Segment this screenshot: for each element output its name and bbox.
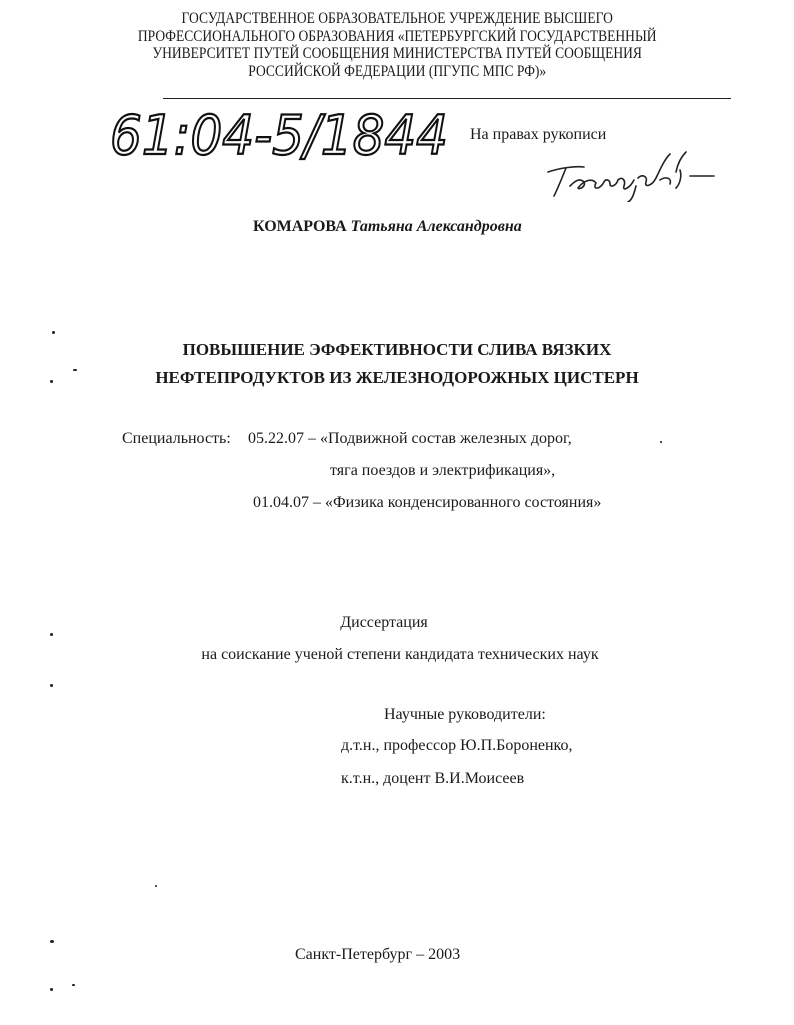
- institution-header: [0, 10, 794, 80]
- author-name: [253, 218, 522, 236]
- specialty-line-2: тяга поездов и электрификация»,: [330, 462, 556, 479]
- archive-number-text: 61:04-5/1844: [110, 104, 448, 166]
- handwritten-signature: [540, 150, 720, 202]
- specialty-line-1: 05.22.07 – «Подвижной состав железных дорог,: [248, 430, 572, 447]
- scan-speck: [50, 940, 54, 943]
- scan-speck: [155, 885, 157, 887]
- institution-line: ГОСУДАРСТВЕННОЕ ОБРАЗОВАТЕЛЬНОЕ УЧРЕЖДЕНИЕ ВЫСШЕГО: [181, 10, 613, 27]
- thesis-title: [0, 336, 794, 392]
- scan-speck: [52, 331, 55, 334]
- scan-speck: [50, 988, 53, 991]
- city-year: Санкт-Петербург – 2003: [295, 946, 461, 963]
- title-line: ПОВЫШЕНИЕ ЭФФЕКТИВНОСТИ СЛИВА ВЯЗКИХ: [182, 340, 612, 359]
- supervisors-title: Научные руководители:: [384, 706, 546, 723]
- header-divider: [163, 98, 731, 99]
- scan-speck: [73, 369, 77, 371]
- specialty-label: Специальность:: [122, 430, 231, 447]
- supervisor-1: д.т.н., профессор Ю.П.Бороненко,: [341, 737, 573, 754]
- institution-line: УНИВЕРСИТЕТ ПУТЕЙ СООБЩЕНИЯ МИНИСТЕРСТВА ПУТЕЙ СООБЩЕНИЯ: [152, 45, 642, 62]
- dissertation-label: Диссертация: [340, 614, 428, 631]
- supervisor-2: к.т.н., доцент В.И.Моисеев: [341, 770, 525, 787]
- author-given-names: Татьяна Александровна: [350, 218, 522, 235]
- institution-line: ПРОФЕССИОНАЛЬНОГО ОБРАЗОВАНИЯ «ПЕТЕРБУРГСКИЙ ГОСУДАРСТВЕННЫЙ: [137, 27, 657, 45]
- scan-speck: [72, 984, 75, 986]
- scan-speck: [50, 633, 53, 636]
- rights-note: На правах рукописи: [470, 126, 607, 143]
- specialty-line-3: 01.04.07 – «Физика конденсированного состояния»: [253, 494, 602, 511]
- handwritten-archive-number: [108, 104, 453, 166]
- scan-speck: [660, 441, 662, 443]
- institution-line: РОССИЙСКОЙ ФЕДЕРАЦИИ (ПГУПС МПС РФ)»: [248, 62, 547, 80]
- degree-statement: на соискание ученой степени кандидата технических наук: [201, 646, 599, 663]
- title-line: НЕФТЕПРОДУКТОВ ИЗ ЖЕЛЕЗНОДОРОЖНЫХ ЦИСТЕРН: [155, 368, 639, 387]
- author-surname: КОМАРОВА: [253, 218, 347, 235]
- scan-speck: [50, 684, 53, 687]
- scan-speck: [50, 380, 53, 383]
